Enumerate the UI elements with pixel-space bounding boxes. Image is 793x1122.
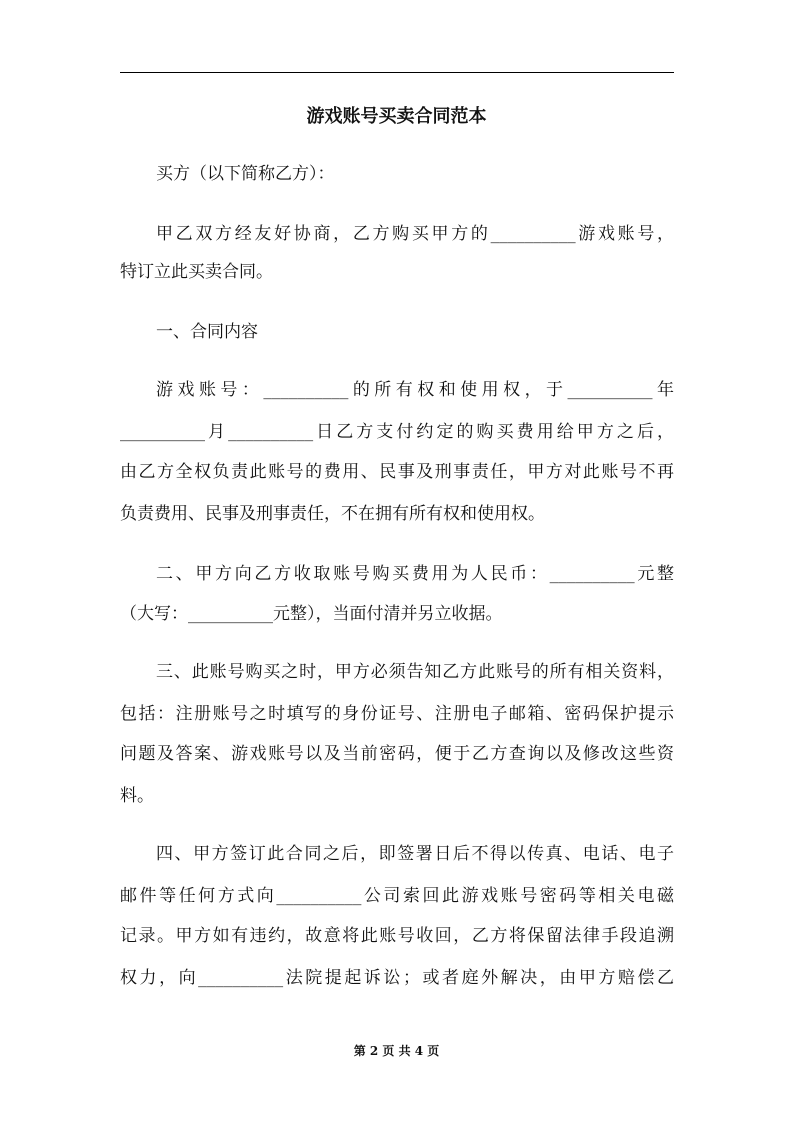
page-footer: 第 2 页 共 4 页 — [353, 1044, 440, 1058]
section-4-line-1: 四、甲方签订此合同之后，即签署日后不得以传真、电话、电子 — [156, 844, 674, 864]
section-2-line-1: 二、甲方向乙方收取账号购买费用为人民币：__________元整 — [156, 564, 674, 584]
section-1-heading: 一、合同内容 — [156, 322, 258, 342]
section-3-line-3: 问题及答案、游戏账号以及当前密码，便于乙方查询以及修改这些资 — [120, 744, 674, 764]
section-1-line-4: 负责费用、民事及刑事责任，不在拥有所有权和使用权。 — [120, 504, 545, 524]
section-3-line-1: 三、此账号购买之时，甲方必须告知乙方此账号的所有相关资料， — [156, 662, 674, 682]
buyer-line: 买方（以下简称乙方）： — [156, 164, 335, 184]
section-2-line-2: （大写：__________元整），当面付清并另立收据。 — [120, 604, 503, 624]
section-4-line-3: 记录。甲方如有违约，故意将此账号收回，乙方将保留法律手段追溯 — [120, 926, 674, 946]
header-rule — [120, 72, 674, 73]
section-1-line-1: 游戏账号：__________的所有权和使用权，于__________年 — [156, 380, 674, 400]
section-3-line-2: 包括：注册账号之时填写的身份证号、注册电子邮箱、密码保护提示 — [120, 704, 674, 724]
section-4-line-2: 邮件等任何方式向__________公司索回此游戏账号密码等相关电磁 — [120, 886, 674, 906]
intro-line-2: 特订立此买卖合同。 — [120, 262, 273, 282]
document-title: 游戏账号买卖合同范本 — [306, 106, 487, 127]
section-1-line-3: 由乙方全权负责此账号的费用、民事及刑事责任，甲方对此账号不再 — [120, 462, 674, 482]
section-1-line-2: __________月__________日乙方支付约定的购买费用给甲方之后， — [120, 422, 674, 442]
section-4-line-4: 权力，向__________法院提起诉讼；或者庭外解决，由甲方赔偿乙 — [120, 968, 674, 988]
intro-line-1: 甲乙双方经友好协商，乙方购买甲方的__________游戏账号， — [156, 224, 674, 244]
section-3-line-4: 料。 — [120, 786, 154, 806]
